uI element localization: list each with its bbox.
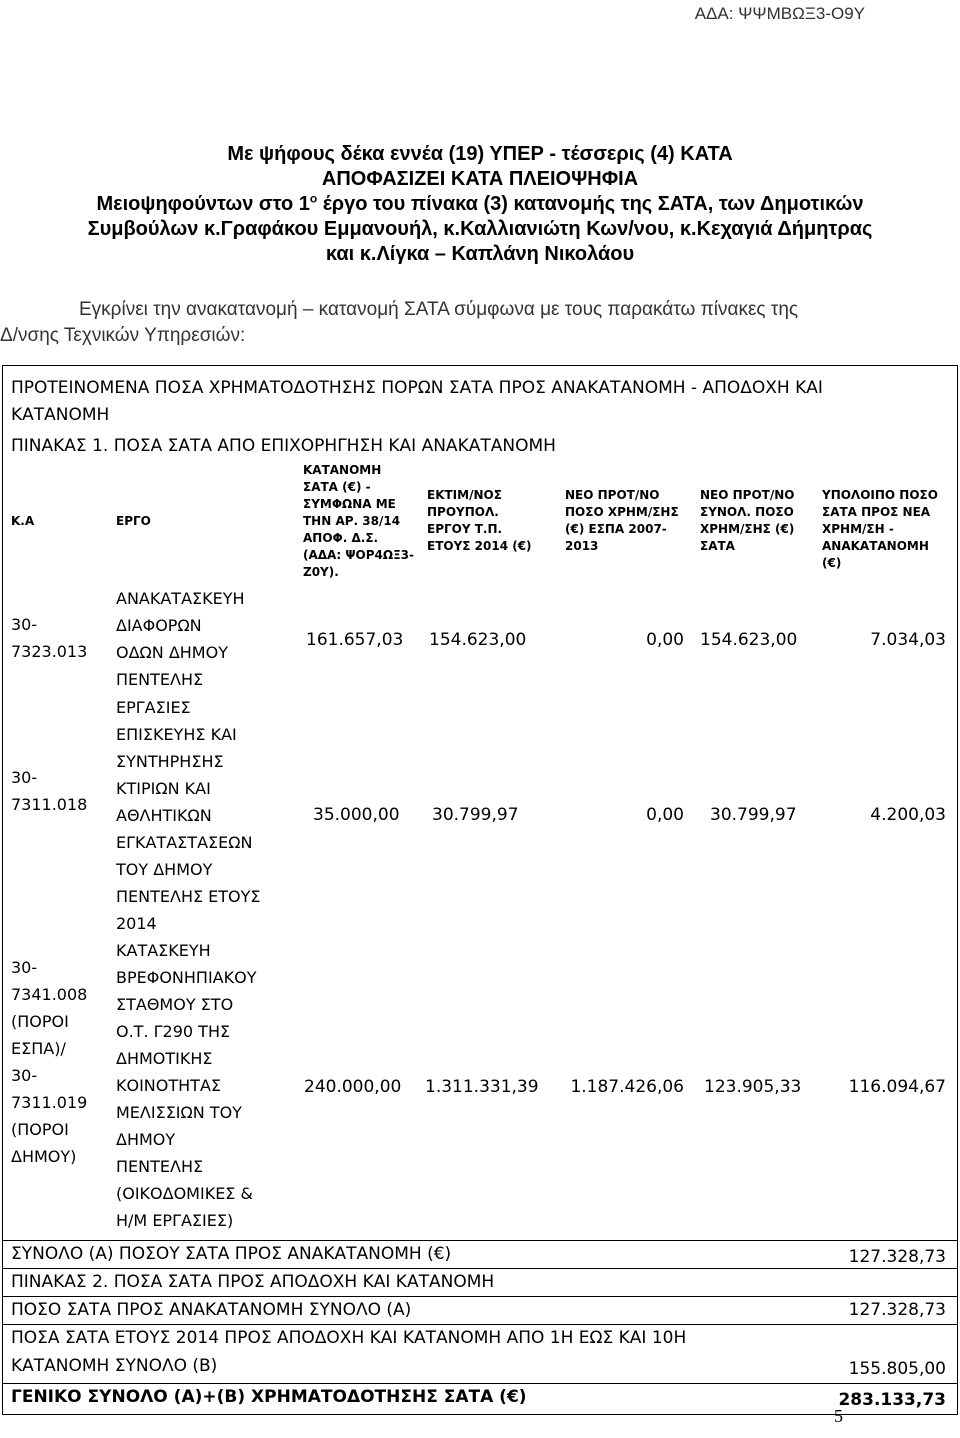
row3-ergo-line: ΒΡΕΦΟΝΗΠΙΑΚΟΥ <box>116 968 257 987</box>
row3-ka-line: ΕΣΠΑ)/ <box>11 1039 66 1058</box>
row2-ka-line: 7311.018 <box>11 795 88 814</box>
resolution-line-2: ΑΠΟΦΑΣΙΖΕΙ ΚΑΤΑ ΠΛΕΙΟΨΗΦΙΑ <box>321 168 639 190</box>
rule-grand-total <box>2 1383 958 1384</box>
row2-ergo-line: ΠΕΝΤΕΛΗΣ ΕΤΟΥΣ <box>116 887 261 906</box>
col-header-katanomi: ΚΑΤΑΝΟΜΗ ΣΑΤΑ (€) - ΣΥΜΦΩΝΑ ΜΕ ΤΗΝ ΑΡ. 38/14 ΑΠΟΦ. Δ.Σ. (ΑΔΑ: ΨΟΡ4ΩΞ3-Ζ0Υ). <box>303 463 414 579</box>
total-a-label: ΣΥΝΟΛΟ (Α) ΠΟΣΟΥ ΣΑΤΑ ΠΡΟΣ ΑΝΑΚΑΤΑΝΟΜΗ (€) <box>11 1244 452 1264</box>
row3-ergo-line: ΠΕΝΤΕΛΗΣ <box>116 1157 204 1176</box>
row1-ergo-line: ΔΙΑΦΟΡΩΝ <box>116 616 202 635</box>
row1-ka-line: 30- <box>11 615 38 634</box>
col-header-ergo: ΕΡΓΟ <box>116 514 151 528</box>
row1-katanomi: 161.657,03 <box>306 630 404 650</box>
row2-ergo-line: ΤΟΥ ΔΗΜΟΥ <box>116 860 213 879</box>
resolution-line-3b: έργο του πίνακα (3) κατανομής της ΣΑΤΑ, των Δημοτικών <box>317 193 864 215</box>
col-header-neo-espa: ΝΕΟ ΠΡΟΤ/ΝΟ ΠΟΣΟ ΧΡΗΜ/ΣΗΣ (€) ΕΣΠΑ 2007-2013 <box>565 488 679 553</box>
resolution-line-3a: Μειοψηφούντων στο 1 <box>96 193 310 215</box>
row2-ergo-line: ΕΡΓΑΣΙΕΣ <box>116 698 191 717</box>
row1-ypoloipo: 7.034,03 <box>870 630 946 650</box>
row2-sata: 30.799,97 <box>710 805 797 825</box>
ada-code: ΑΔΑ: ΨΨΜΒΩΞ3-Ο9Υ <box>694 4 865 23</box>
row2-ergo-line: ΚΤΙΡΙΩΝ ΚΑΙ <box>116 779 211 798</box>
row3-ka-line: 7341.008 <box>11 985 88 1004</box>
row3-katanomi: 240.000,00 <box>304 1077 402 1097</box>
row3-ergo-line: ΔΗΜΟΤΙΚΗΣ <box>116 1049 213 1068</box>
row3-ka-line: 30- <box>11 958 38 977</box>
rule-total-a <box>2 1240 958 1241</box>
approval-paragraph <box>0 297 960 349</box>
row2-ka <box>11 764 87 818</box>
row2-ergo-line: ΑΘΛΗΤΙΚΩΝ <box>116 806 212 825</box>
table2-title: ΠΙΝΑΚΑΣ 2. ΠΟΣΑ ΣΑΤΑ ΠΡΟΣ ΑΠΟΔΟΧΗ ΚΑΙ ΚΑΤΑΝΟΜΗ <box>11 1272 495 1292</box>
t2-row2-label-line-2: ΚΑΤΑΝΟΜΗ ΣΥΝΟΛΟ (Β) <box>11 1356 218 1376</box>
rule-t2-row1 <box>2 1296 958 1297</box>
resolution-line-4: Συμβούλων κ.Γραφάκου Εμμανουήλ, κ.Καλλιανιώτη Κων/νου, κ.Κεχαγιά Δήμητρας <box>87 218 873 240</box>
t2-row2-value: 155.805,00 <box>848 1359 946 1379</box>
row2-katanomi: 35.000,00 <box>313 805 400 825</box>
row3-ka <box>11 954 87 1170</box>
row3-ergo-line: (ΟΙΚΟΔΟΜΙΚΕΣ & <box>116 1184 253 1203</box>
col-header-ypoloipo: ΥΠΟΛΟΙΠΟ ΠΟΣΟ ΣΑΤΑ ΠΡΟΣ ΝΕΑ ΧΡΗΜ/ΣΗ - ΑΝΑΚΑΤΑΝΟΜΗ (€) <box>822 488 938 570</box>
resolution-block <box>0 142 960 267</box>
resolution-line-1: Με ψήφους δέκα εννέα (19) ΥΠΕΡ - τέσσερις (4) ΚΑΤΑ <box>227 143 733 165</box>
approval-line-1: Εγκρίνει την ανακατανομή – κατανομή ΣΑΤΑ σύμφωνα με τους παρακάτω πίνακες της <box>79 299 799 320</box>
row2-ergo <box>116 694 261 937</box>
row3-ergo <box>116 937 256 1234</box>
row1-ka-line: 7323.013 <box>11 642 88 661</box>
row2-ergo-line: ΣΥΝΤΗΡΗΣΗΣ <box>116 752 224 771</box>
rule-table2-title <box>2 1268 958 1269</box>
row3-ergo-line: ΔΗΜΟΥ <box>116 1130 176 1149</box>
row1-ergo <box>116 585 245 693</box>
row3-ergo-line: Ο.Τ. Γ290 ΤΗΣ <box>116 1022 231 1041</box>
grand-total-value: 283.133,73 <box>838 1390 946 1410</box>
row2-ypoloipo: 4.200,03 <box>870 805 946 825</box>
row3-ergo-line: ΚΑΤΑΣΚΕΥΗ <box>116 941 211 960</box>
row3-ergo-line: ΜΕΛΙΣΣΙΩΝ ΤΟΥ <box>116 1103 242 1122</box>
row1-sata: 154.623,00 <box>700 630 798 650</box>
row3-ka-line: (ΠΟΡΟΙ <box>11 1012 69 1031</box>
row2-espa: 0,00 <box>646 805 684 825</box>
row3-ypoloipo: 116.094,67 <box>848 1077 946 1097</box>
row3-sata: 123.905,33 <box>704 1077 802 1097</box>
t2-row1-label: ΠΟΣΟ ΣΑΤΑ ΠΡΟΣ ΑΝΑΚΑΤΑΝΟΜΗ ΣΥΝΟΛΟ (Α) <box>11 1300 412 1320</box>
row2-ka-line: 30- <box>11 768 38 787</box>
t2-row1-value: 127.328,73 <box>848 1300 946 1320</box>
row1-ka <box>11 611 87 665</box>
row3-ka-line: (ΠΟΡΟΙ <box>11 1120 69 1139</box>
resolution-line-3 <box>0 192 960 217</box>
box-heading-line-1: ΠΡΟΤΕΙΝΟΜΕΝΑ ΠΟΣΑ ΧΡΗΜΑΤΟΔΟΤΗΣΗΣ ΠΟΡΩΝ ΣΑΤΑ ΠΡΟΣ ΑΝΑΚΑΤΑΝΟΜΗ - ΑΠΟΔΟΧΗ ΚΑΙ <box>11 378 823 398</box>
row3-ergo-line: ΚΟΙΝΟΤΗΤΑΣ <box>116 1076 221 1095</box>
row2-ergo-line: ΕΓΚΑΤΑΣΤΑΣΕΩΝ <box>116 833 253 852</box>
row1-ergo-line: ΟΔΩΝ ΔΗΜΟΥ <box>116 643 228 662</box>
row2-ektim: 30.799,97 <box>432 805 519 825</box>
row1-espa: 0,00 <box>646 630 684 650</box>
row3-ektim: 1.311.331,39 <box>425 1077 539 1097</box>
row3-espa: 1.187.426,06 <box>570 1077 684 1097</box>
grand-total-label: ΓΕΝΙΚΟ ΣΥΝΟΛΟ (Α)+(Β) ΧΡΗΜΑΤΟΔΟΤΗΣΗΣ ΣΑΤΑ (€) <box>11 1387 527 1407</box>
row2-ergo-line: 2014 <box>116 914 157 933</box>
col-header-ka: Κ.Α <box>11 514 35 528</box>
ordinal-superscript: ο <box>309 191 318 206</box>
row3-ergo-line: Η/Μ ΕΡΓΑΣΙΕΣ) <box>116 1211 234 1230</box>
resolution-line-5: και κ.Λίγκα – Καπλάνη Νικολάου <box>325 243 635 265</box>
col-header-neo-sata: ΝΕΟ ΠΡΟΤ/ΝΟ ΣΥΝΟΛ. ΠΟΣΟ ΧΡΗΜ/ΣΗΣ (€) ΣΑΤΑ <box>700 488 795 553</box>
row3-ka-line: ΔΗΜΟΥ) <box>11 1147 77 1166</box>
t2-row2-label-line-1: ΠΟΣΑ ΣΑΤΑ ΕΤΟΥΣ 2014 ΠΡΟΣ ΑΠΟΔΟΧΗ ΚΑΙ ΚΑΤΑΝΟΜΗ ΑΠΟ 1Η ΕΩΣ ΚΑΙ 10Η <box>11 1328 687 1348</box>
row2-ergo-line: ΕΠΙΣΚΕΥΗΣ ΚΑΙ <box>116 725 237 744</box>
total-a-value: 127.328,73 <box>848 1247 946 1267</box>
row3-ka-line: 7311.019 <box>11 1093 88 1112</box>
box-heading-line-2: ΚΑΤΑΝΟΜΗ <box>11 405 110 425</box>
row3-ergo-line: ΣΤΑΘΜΟΥ ΣΤΟ <box>116 995 234 1014</box>
row1-ergo-line: ΑΝΑΚΑΤΑΣΚΕΥΗ <box>116 589 245 608</box>
row1-ektim: 154.623,00 <box>429 630 527 650</box>
table1-title: ΠΙΝΑΚΑΣ 1. ΠΟΣΑ ΣΑΤΑ ΑΠΟ ΕΠΙΧΟΡΗΓΗΣΗ ΚΑΙ ΑΝΑΚΑΤΑΝΟΜΗ <box>11 436 556 456</box>
approval-line-2: Δ/νσης Τεχνικών Υπηρεσιών: <box>0 325 246 346</box>
row1-ergo-line: ΠΕΝΤΕΛΗΣ <box>116 670 204 689</box>
page-number: 5 <box>834 1406 843 1426</box>
row3-ka-line: 30- <box>11 1066 38 1085</box>
rule-t2-row2 <box>2 1324 958 1325</box>
col-header-ektim: ΕΚΤΙΜ/ΝΟΣ ΠΡΟΥΠΟΛ. ΕΡΓΟΥ Τ.Π. ΕΤΟΥΣ 2014 (€) <box>427 488 532 553</box>
